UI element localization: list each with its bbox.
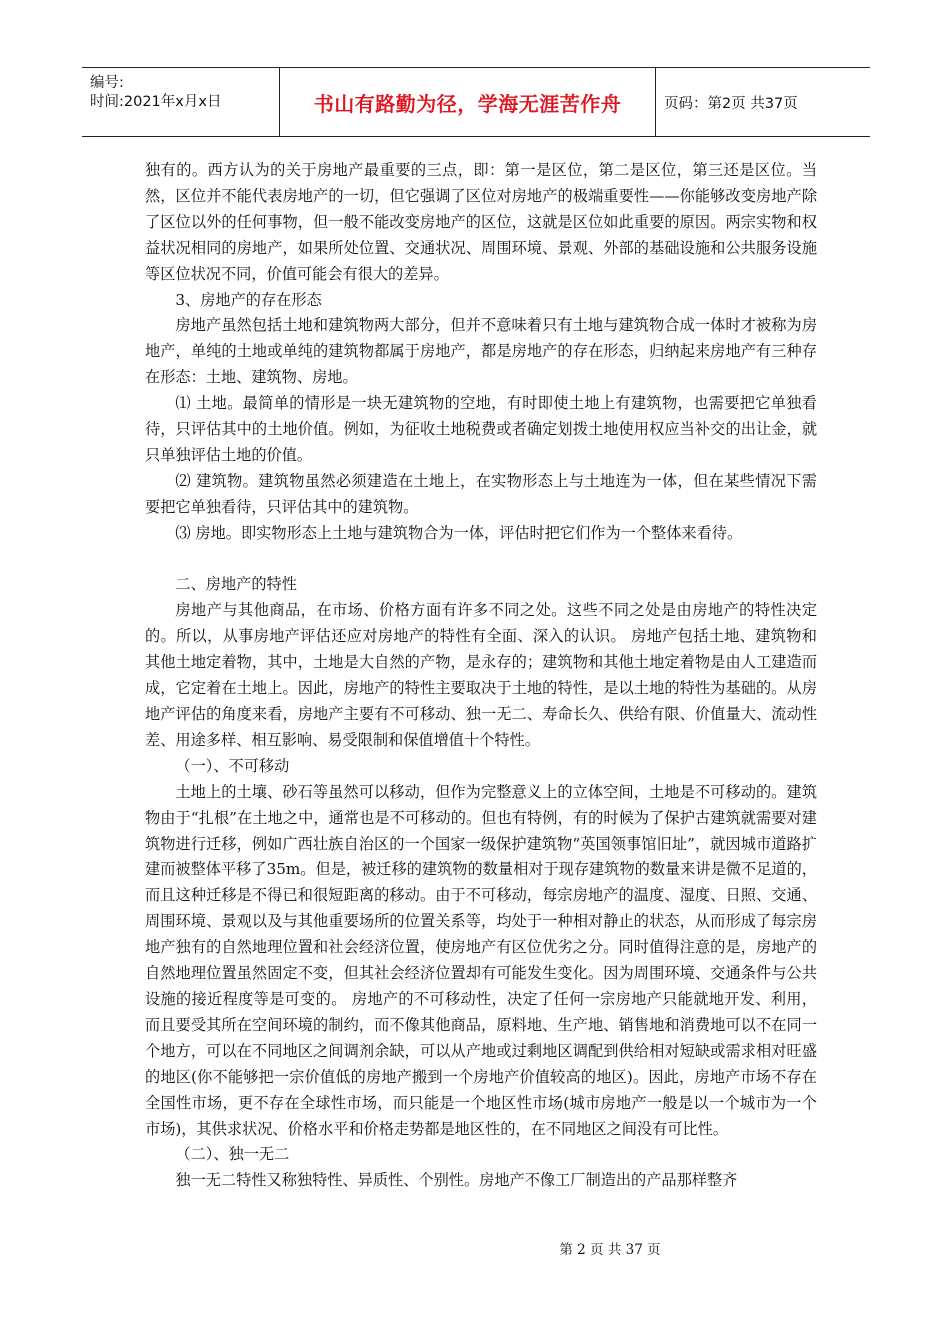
paragraph-spacer: [145, 547, 817, 573]
time-label: 时间:2021年x月x日: [90, 94, 222, 110]
header-motto: 书山有路勤为径，学海无涯苦作舟: [313, 91, 622, 116]
paragraph: ⑶ 房地。即实物形态上土地与建筑物合为一体，评估时把它们作为一个整体来看待。: [175, 523, 743, 542]
page-header: [82, 67, 870, 137]
document-body: [145, 158, 817, 1194]
section-heading: （一）、不可移动: [175, 756, 290, 775]
paragraph: 房地产虽然包括土地和建筑物两大部分，但并不意味着只有土地与建筑物合成一体时才被称为房地产，单纯的土地或单纯的建筑物都属于房地产，都是房地产的存在形态，归纳起来房地产有三种存在形态：土地、建筑物、房地。: [145, 316, 817, 387]
header-motto-cell: [280, 68, 656, 136]
header-page-info: 页码：第2页 共37页: [664, 95, 798, 112]
section-heading: （二）、独一无二: [175, 1145, 290, 1164]
paragraph: ⑴ 土地。最简单的情形是一块无建筑物的空地，有时即使土地上有建筑物，也需要把它单独看待，只评估其中的土地价值。例如，为征收土地税费或者确定划拨土地使用权应当补交的出让金，就只单独评估土地的价值。: [145, 394, 817, 464]
paragraph: 独有的。西方认为的关于房地产最重要的三点，即：第一是区位，第二是区位，第三还是区位。当然，区位并不能代表房地产的一切，但它强调了区位对房地产的极端重要性——你能够改变房地产除了区位以外的任何事物，但一般不能改变房地产的区位，这就是区位如此重要的原因。两宗实物和权益状况相同的房地产，如果所处位置、交通状况、周围环境、景观、外部的基础设施和公共服务设施等区位状况不同，价值可能会有很大的差异。: [145, 161, 817, 283]
header-meta: [82, 68, 280, 136]
section-heading: 二、房地产的特性: [175, 575, 297, 594]
paragraph: 房地产与其他商品，在市场、价格方面有许多不同之处。这些不同之处是由房地产的特性决定的。所以，从事房地产评估还应对房地产的特性有全面、深入的认识。 房地产包括土地、建筑物和其他土地定着物，其中，土地是大自然的产物，是永存的；建筑物和其他土地定着物是由人工建造而成，它定着在土地上。因此，房地产的特性主要取决于土地的特性，是以土地的特性为基础的。从房地产评估的角度来看，房地产主要有不可移动、独一无二、寿命长久、供给有限、价值量大、流动性差、用途多样、相互影响、易受限制和保值增值十个特性。: [145, 601, 817, 749]
page-footer: 第 2 页 共 37 页: [559, 1242, 661, 1258]
paragraph: 独一无二特性又称独特性、异质性、个别性。房地产不像工厂制造出的产品那样整齐: [175, 1171, 738, 1190]
number-label: 编号:: [90, 75, 124, 91]
header-page-info-cell: [656, 68, 870, 136]
paragraph: 土地上的土壤、砂石等虽然可以移动，但作为完整意义上的立体空间，土地是不可移动的。建筑物由于“扎根”在土地之中，通常也是不可移动的。但也有特例，有的时候为了保护古建筑就需要对建筑物进行迁移，例如广西壮族自治区的一个国家一级保护建筑物“英国领事馆旧址”，就因城市道路扩建而被整体平移了35m。但是，被迁移的建筑物的数量相对于现存建筑物的数量来讲是微不足道的，而且这种迁移是不得已和很短距离的移动。由于不可移动，每宗房地产的温度、湿度、日照、交通、周围环境、景观以及与其他重要场所的位置关系等，均处于一种相对静止的状态，从而形成了每宗房地产独有的自然地理位置和社会经济位置，使房地产有区位优劣之分。同时值得注意的是，房地产的自然地理位置虽然固定不变，但其社会经济位置却有可能发生变化。因为周围环境、交通条件与公共设施的接近程度等是可变的。 房地产的不可移动性，决定了任何一宗房地产只能就地开发、利用，而且要受其所在空间环境的制约，而不像其他商品，原料地、生产地、销售地和消费地可以不在同一个地方，可以在不同地区之间调剂余缺，可以从产地或过剩地区调配到供给相对短缺或需求相对旺盛的地区(你不能够把一宗价值低的房地产搬到一个房地产价值较高的地区)。因此，房地产市场不存在全国性市场，更不存在全球性市场，而只能是一个地区性市场(城市房地产一般是以一个城市为一个市场)，其供求状况、价格水平和价格走势都是地区性的，在不同地区之间没有可比性。: [145, 782, 817, 1138]
paragraph: ⑵ 建筑物。建筑物虽然必须建造在土地上，在实物形态上与土地连为一体，但在某些情况下需要把它单独看待，只评估其中的建筑物。: [145, 471, 817, 516]
section-heading: 3、房地产的存在形态: [175, 290, 322, 309]
